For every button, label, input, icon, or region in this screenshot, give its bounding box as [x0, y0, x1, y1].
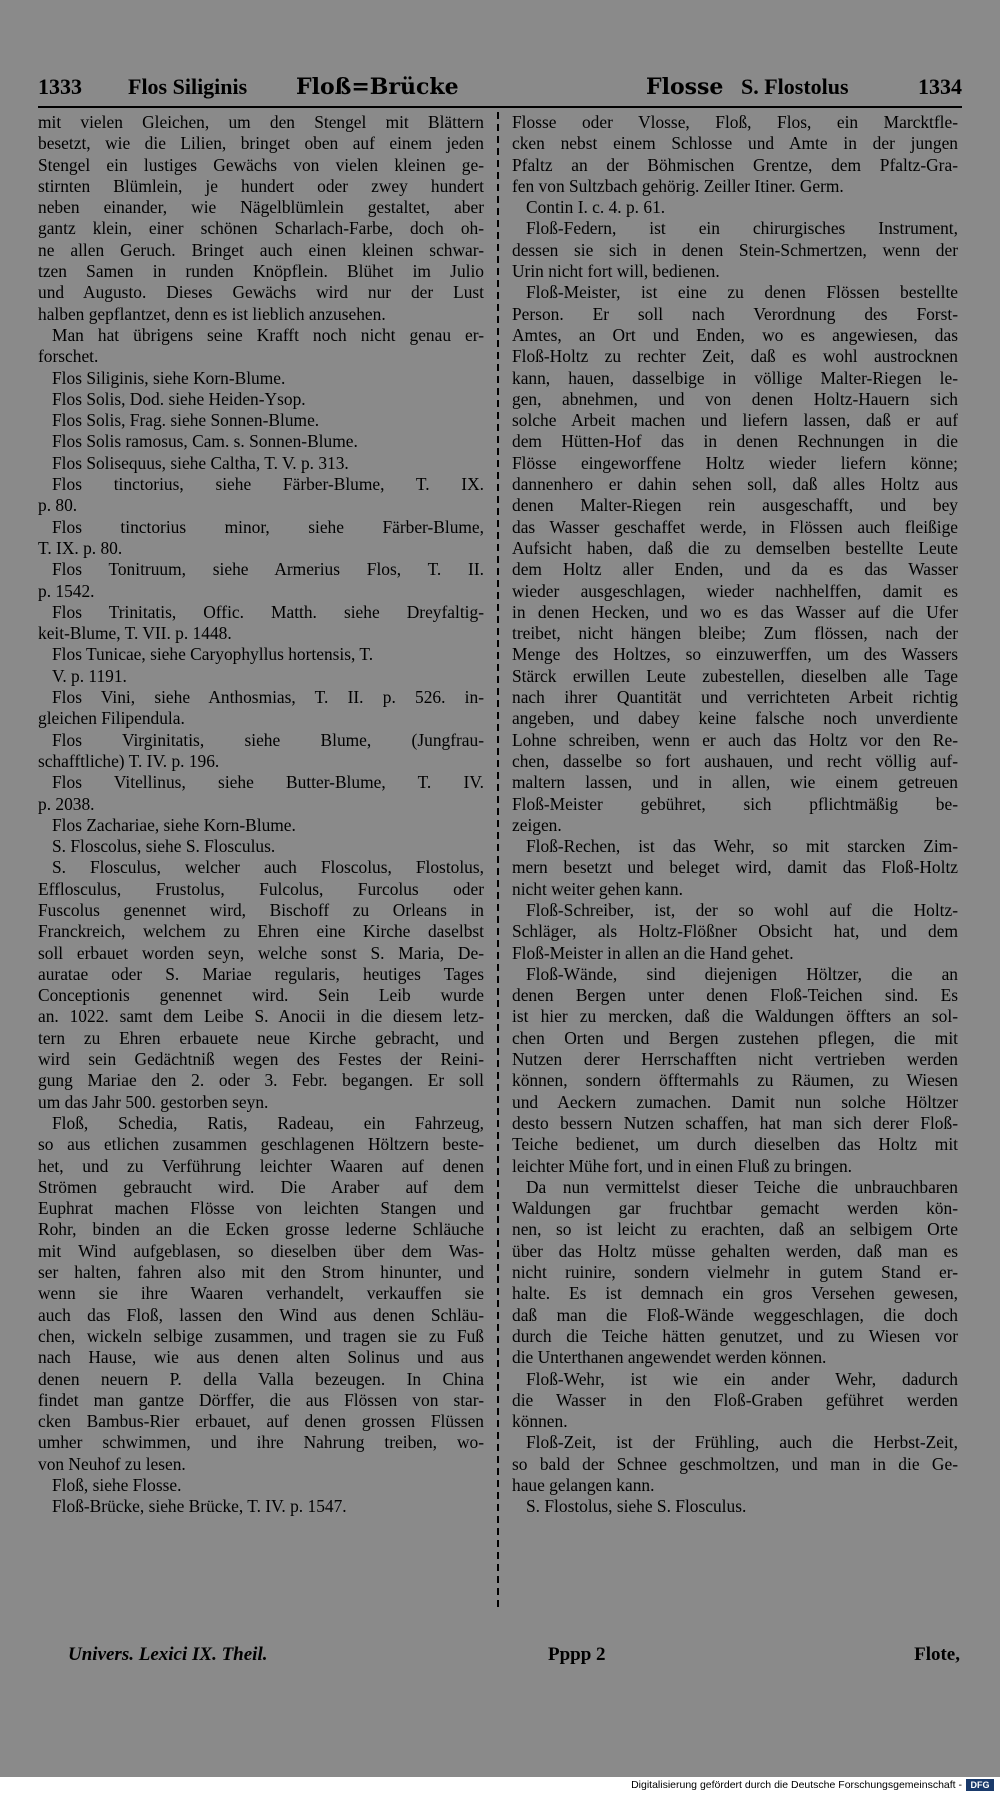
right-column: [512, 112, 958, 1518]
text-line: umher schwimmen, und ihre Nahrung treiben, wo-: [38, 1432, 484, 1453]
text-line: p. 80.: [38, 495, 78, 516]
text-line: Floß-Zeit, ist der Frühling, auch die Herbst-Zeit,: [526, 1432, 958, 1453]
text-line: gantz klein, einer schönen Scharlach-Farbe, doch oh-: [38, 218, 484, 239]
digitization-credit: [0, 1777, 1000, 1793]
text-line: leichter Mühe fort, und in einen Fluß zu bringen.: [512, 1155, 853, 1176]
text-line: mern besetzt und beleget wird, damit das Floß-Holtz: [512, 857, 958, 878]
text-line: Flösse eingeworffene Holtz wieder liefern könne;: [512, 452, 958, 473]
text-line: schafftliche) T. IV. p. 196.: [38, 750, 220, 771]
text-line: Urin nicht fort will, bedienen.: [512, 261, 720, 282]
text-line: über das Holtz müsse gehalten werden, daß man es: [512, 1240, 958, 1261]
text-line: Person. Er soll nach Verordnung des Forst-: [512, 303, 958, 324]
catchword: Flote,: [914, 1644, 960, 1665]
text-line: mit vielen Gleichen, um den Stengel mit Blättern: [38, 112, 484, 132]
text-line: V. p. 1191.: [52, 665, 127, 686]
text-line: T. IX. p. 80.: [38, 537, 123, 558]
text-line: Floß, Schedia, Ratis, Radeau, ein Fahrzeug,: [52, 1112, 484, 1133]
text-line: gleichen Filipendula.: [38, 708, 185, 729]
text-line: Flos Solisequus, siehe Caltha, T. V. p. 313.: [52, 452, 349, 473]
text-line: Euphrat machen Flösse von leichten Stangen und: [38, 1198, 484, 1219]
text-line: wieder ausgeschlagen, wieder nachhelffen, damit es: [512, 580, 958, 601]
text-line: soll erbauet worden seyn, welche sonst S. Maria, De-: [38, 942, 484, 963]
credit-text: Digitalisierung gefördert durch die Deutsche Forschungsgemeinschaft -: [631, 1779, 962, 1791]
text-line: Flos Solis, Frag. siehe Sonnen-Blume.: [52, 410, 320, 431]
text-line: S. Flostolus, siehe S. Flosculus.: [526, 1496, 747, 1517]
text-line: das Wasser geschaffet werde, in Flössen auch fleißige: [512, 516, 958, 537]
text-line: auch das Floß, lassen den Wind aus denen Schläu-: [38, 1304, 484, 1325]
text-line: Waldungen gar fruchtbar gemacht werden kön-: [512, 1198, 958, 1219]
text-line: Schläger, als Holtz-Flößner Obsicht hat, und dem: [512, 921, 958, 942]
text-line: Flos tinctorius minor, siehe Färber-Blume,: [52, 516, 484, 537]
text-line: keit-Blume, T. VII. p. 1448.: [38, 623, 232, 644]
text-line: Amtes, an Ort und Enden, wo es angewiesen, das: [512, 324, 958, 345]
text-line: gung Mariae den 2. oder 3. Febr. begangen. Er soll: [38, 1070, 484, 1091]
text-line: Stengel ein lustiges Gewächs von vielen kleinen ge-: [38, 154, 484, 175]
text-line: Floß-Wehr, ist wie ein ander Wehr, dadurch: [526, 1368, 958, 1389]
text-line: Floß-Meister in allen an die Hand gehet.: [512, 942, 794, 963]
left-column: [38, 112, 484, 1518]
text-line: in denen Hecken, und wo es das Wasser auf die Ufer: [512, 601, 958, 622]
text-line: stirnten Blümlein, je hundert oder zwey hundert: [38, 175, 484, 196]
text-line: S. Floscolus, siehe S. Flosculus.: [52, 836, 276, 857]
text-line: angeben, und dabey keine falsche noch unverdiente: [512, 708, 958, 729]
text-line: Fuscolus genennet wird, Bischoff zu Orleans in: [38, 899, 484, 920]
text-line: dem Holtz aller Enden, und da es das Wasser: [512, 559, 958, 580]
text-line: nicht weiter gehen kann.: [512, 878, 683, 899]
text-line: dannenhero er dahin sehen soll, daß alles Holtz aus: [512, 474, 958, 495]
text-line: denen neuern P. della Valla bezeugen. In China: [38, 1368, 484, 1389]
text-line: tzen Samen in runden Knöpflein. Blühet im Julio: [38, 261, 484, 282]
text-line: so aus etlichen zusammen geschlagenen Höltzern beste-: [38, 1134, 484, 1155]
text-line: cken nebst einem Schlosse und Amte in der jungen: [512, 133, 958, 154]
text-line: um das Jahr 500. gestorben seyn.: [38, 1091, 269, 1112]
text-line: Floß-Meister, ist eine zu denen Flössen bestellte: [526, 282, 958, 303]
text-line: die Wasser in den Floß-Graben geführet werden: [512, 1389, 958, 1410]
text-line: p. 1542.: [38, 580, 95, 601]
text-line: Contin I. c. 4. p. 61.: [526, 197, 666, 218]
text-line: und Augusto. Dieses Gewächs wird nur der Lust: [38, 282, 484, 303]
header-rule: [38, 106, 962, 108]
text-line: Lohne schreiben, wenn er auch das Holtz vor den Re-: [512, 729, 958, 750]
text-line: Floß-Rechen, ist das Wehr, so mit starcken Zim-: [526, 836, 958, 857]
sheet-signature: Pppp 2: [548, 1644, 606, 1665]
text-line: Da nun vermittelst dieser Teiche die unbrauchbaren: [526, 1176, 958, 1197]
text-line: gen, abnehmen, und von denen Holtz-Hauern sich: [512, 388, 958, 409]
text-line: cken Bambus-Rier erbauet, auf denen grossen Flüssen: [38, 1411, 484, 1432]
text-line: Teiche bedienet, um durch dieselben das Holtz mit: [512, 1134, 958, 1155]
text-line: Efflosculus, Frustolus, Fulcolus, Furcolus oder: [38, 878, 484, 899]
text-line: Man hat übrigens seine Krafft noch nicht genau er-: [52, 324, 484, 345]
text-line: forschet.: [38, 346, 99, 367]
text-line: denen Bergen unter denen Floß-Teichen sind. Es: [512, 985, 958, 1006]
text-line: halte. Es ist demnach ein gros Versehen gewesen,: [512, 1283, 958, 1304]
text-line: findet man gantze Dörffer, die aus Flössen von star-: [38, 1389, 484, 1410]
text-line: dessen sie sich in denen Stein-Schmertzen, wenn der: [512, 239, 958, 260]
header-keyword-left-latin: Flos Siliginis: [128, 74, 248, 99]
text-line: mit Wind aufgeblasen, so dieselben über dem Was-: [38, 1240, 484, 1261]
text-line: Floß-Brücke, siehe Brücke, T. IV. p. 1547.: [52, 1496, 347, 1517]
text-line: Flos Solis ramosus, Cam. s. Sonnen-Blume.: [52, 431, 358, 452]
text-line: desto bessern Nutzen schaffen, hat man sich derer Floß-: [512, 1112, 958, 1133]
text-line: Floß-Federn, ist ein chirurgisches Instrument,: [526, 218, 958, 239]
text-line: daß man die Floß-Wände weggeschlagen, die doch: [512, 1304, 958, 1325]
header-keyword-right-german: Flosse: [646, 74, 724, 100]
text-line: Menge des Holtzes, so einzuwerffen, um des Wassers: [512, 644, 958, 665]
text-line: Nutzen derer Herrschafften nicht vertrieben werden: [512, 1049, 958, 1070]
text-line: Pfaltz an der Böhmischen Grentze, dem Pfaltz-Gra-: [512, 154, 958, 175]
text-line: denen Malter-Riegen rein ausgeschafft, und bey: [512, 495, 958, 516]
text-line: haue gelangen kann.: [512, 1475, 655, 1495]
text-line: maltern lassen, und in allen, wie einem getreuen: [512, 772, 958, 793]
text-line: neben einander, wie Nägelblümlein gestaltet, aber: [38, 197, 484, 218]
text-line: kann, hauen, dasselbige in völlige Malter-Riegen le-: [512, 367, 958, 388]
text-line: an. 1022. samt dem Leibe S. Anocii in die diesem letz-: [38, 1006, 484, 1027]
text-line: Aufsicht haben, daß die zu demselben bestellte Leute: [512, 537, 958, 558]
text-line: ser halten, fahren also mit den Strom hinunter, und: [38, 1262, 484, 1283]
text-line: auratae oder S. Mariae regularis, heutiges Tages: [38, 963, 484, 984]
volume-signature: Univers. Lexici IX. Theil.: [68, 1644, 268, 1665]
text-line: Strömen gebraucht wird. Die Araber auf dem: [38, 1176, 484, 1197]
dfg-logo: DFG: [966, 1779, 994, 1791]
text-line: tern zu Ehren erbauete neue Kirche gebracht, und: [38, 1027, 484, 1048]
text-line: nach ihrer Quantität und verrichteten Arbeit richtig: [512, 687, 958, 708]
text-line: Flos Vini, siehe Anthosmias, T. II. p. 526. in-: [52, 687, 484, 708]
text-line: ist hier zu mercken, daß die Waldungen öffters an sol-: [512, 1006, 958, 1027]
text-line: Flos Virginitatis, siehe Blume, (Jungfrau-: [52, 729, 484, 750]
text-line: können, sondern öfftermahls zu Räumen, zu Wiesen: [512, 1070, 958, 1091]
text-line: chen, dasselbe so fort aushauen, und recht völlig auf-: [512, 750, 958, 771]
text-line: Flos Zachariae, siehe Korn-Blume.: [52, 814, 296, 835]
page-header: [38, 74, 962, 102]
text-line: Flos Vitellinus, siehe Butter-Blume, T. IV.: [52, 772, 484, 793]
text-line: wird sein Gedächtniß wegen des Festes der Reini-: [38, 1049, 484, 1070]
text-line: treibet, nicht hängen bleibe; Zum flössen, nach der: [512, 623, 958, 644]
text-line: Flos Solis, Dod. siehe Heiden-Ysop.: [52, 388, 306, 409]
text-line: zeigen.: [512, 814, 562, 835]
text-line: dem Hütten-Hof das in denen Rechnungen in die: [512, 431, 958, 452]
text-line: chen, wickeln selbige zusammen, und tragen sie zu Fuß: [38, 1325, 484, 1346]
text-line: Franckreich, welchem zu Ehren eine Kirche daselbst: [38, 921, 484, 942]
text-line: Flos tinctorius, siehe Färber-Blume, T. IX.: [52, 474, 484, 495]
page-number-left: 1333: [38, 74, 82, 99]
header-keyword-left-german: Floß=Brücke: [296, 74, 459, 100]
text-line: Flosse oder Vlosse, Floß, Flos, ein Marcktfle-: [512, 112, 958, 132]
text-line: p. 2038.: [38, 793, 95, 814]
column-divider: [497, 112, 499, 1612]
text-line: Floß-Holtz zu rechter Zeit, daß es wohl austrocknen: [512, 346, 958, 367]
text-line: nach Hause, wie aus denen alten Solinus und aus: [38, 1347, 484, 1368]
text-line: nicht ruinire, sondern vielmehr in gutem Stand er-: [512, 1262, 958, 1283]
text-line: ne allen Geruch. Bringet auch einen kleinen schwar-: [38, 239, 484, 260]
text-line: Floß-Schreiber, ist, der so wohl auf die Holtz-: [526, 899, 958, 920]
text-line: Flos Siliginis, siehe Korn-Blume.: [52, 367, 286, 388]
text-line: chen Orten und Bergen zustehen pflegen, die mit: [512, 1027, 958, 1048]
text-line: Conceptionis genennet wird. Sein Leib wurde: [38, 985, 484, 1006]
text-line: Flos Tonitruum, siehe Armerius Flos, T. II.: [52, 559, 484, 580]
text-line: Flos Tunicae, siehe Caryophyllus hortensis, T.: [52, 644, 374, 665]
text-line: solche Arbeit machen und liefern lassen, daß er auf: [512, 410, 958, 431]
text-line: Rohr, binden an die Ecken grosse lederne Schläuche: [38, 1219, 484, 1240]
text-line: von Neuhof zu lesen.: [38, 1453, 186, 1474]
text-line: die Unterthanen angewendet werden können.: [512, 1347, 827, 1368]
text-line: können.: [512, 1411, 568, 1432]
text-line: Floß-Meister gebühret, sich pflichtmäßig be-: [512, 793, 958, 814]
text-line: Floß, siehe Flosse.: [52, 1475, 182, 1495]
text-line: durch die Teiche hätten genutzet, und zu Wiesen vor: [512, 1325, 958, 1346]
text-line: besetzt, wie die Lilien, bringet oben auf einem jeden: [38, 133, 484, 154]
text-line: so bald der Schnee geschmoltzen, und man in die Ge-: [512, 1453, 958, 1474]
text-line: Stärck erwillen Leute zubestellen, dieselben alle Tage: [512, 665, 958, 686]
header-keyword-right-latin: S. Flostolus: [741, 74, 849, 99]
text-line: nen, so ist leicht zu erachten, daß an selbigem Orte: [512, 1219, 958, 1240]
text-line: halben gepflantzet, denn es ist lieblich anzusehen.: [38, 303, 386, 324]
page-number-right: 1334: [918, 74, 962, 99]
text-line: Flos Trinitatis, Offic. Matth. siehe Dreyfaltig-: [52, 601, 484, 622]
text-line: S. Flosculus, welcher auch Floscolus, Flostolus,: [52, 857, 484, 878]
text-line: fen von Sultzbach gehörig. Zeiller Itiner. Germ.: [512, 175, 844, 196]
text-line: het, und zu Verführung leichter Waaren auf denen: [38, 1155, 484, 1176]
text-line: Floß-Wände, sind diejenigen Höltzer, die an: [526, 963, 958, 984]
text-line: wenn sie ihre Waaren verhandelt, verkauffen sie: [38, 1283, 484, 1304]
text-line: und Aeckern zumachen. Damit nun solche Höltzer: [512, 1091, 958, 1112]
